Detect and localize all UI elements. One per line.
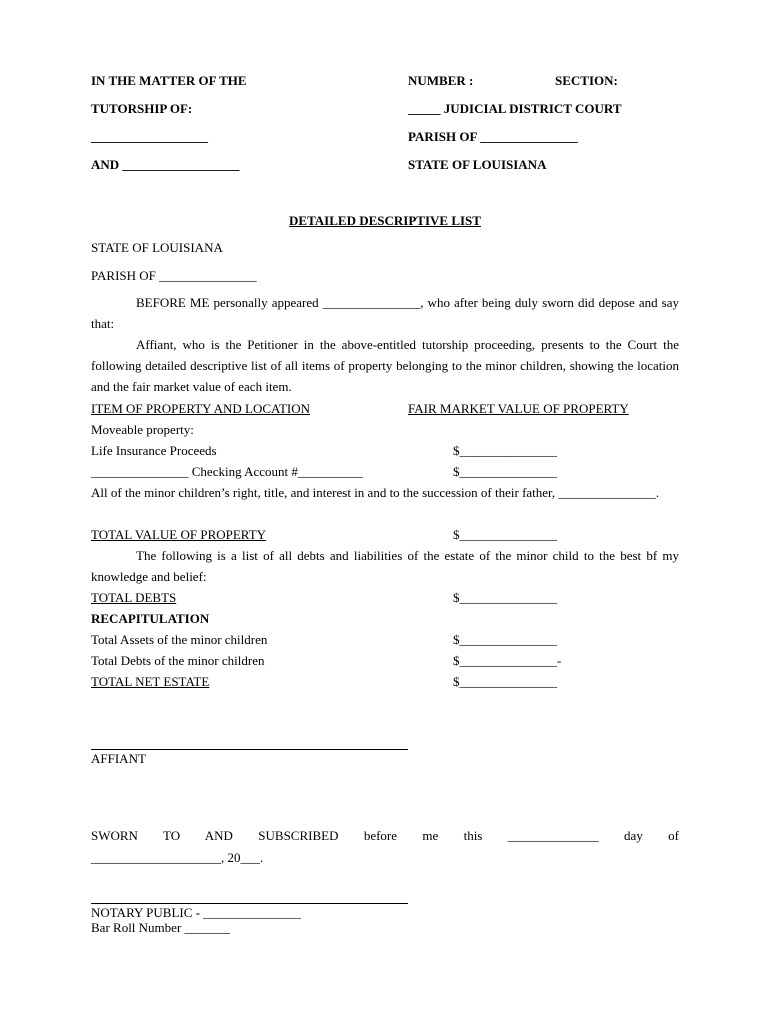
document-title: DETAILED DESCRIPTIVE LIST	[289, 213, 481, 228]
affiant-signature-line	[91, 749, 408, 750]
affiant-label: AFFIANT	[91, 751, 146, 766]
value-column-header: FAIR MARKET VALUE OF PROPERTY	[408, 401, 629, 416]
notary-public-label: NOTARY PUBLIC - _______________	[91, 905, 301, 920]
bar-roll-number: Bar Roll Number _______	[91, 920, 231, 935]
life-insurance-value: $_______________	[453, 443, 557, 458]
notary-signature-line	[91, 903, 408, 904]
total-debts-label: TOTAL DEBTS	[91, 590, 177, 605]
checking-account-value: $_______________	[453, 464, 557, 479]
net-estate-label: TOTAL NET ESTATE	[91, 674, 210, 689]
caption-matter-line: IN THE MATTER OF THE	[91, 73, 247, 88]
caption-parish: PARISH OF _______________	[408, 129, 578, 144]
life-insurance-label: Life Insurance Proceeds	[91, 443, 217, 458]
jurat-text: SWORN TO AND SUBSCRIBED before me this ______________ day of	[91, 828, 679, 843]
intro-paragraph-affiant: Affiant, who is the Petitioner in the above-entitled tutorship proceeding, presents to the Court the following detailed descriptive list of all items of property belonging to the minor children, showing the location and the fair market value of each item.	[91, 337, 679, 394]
venue-parish: PARISH OF _______________	[91, 268, 257, 283]
caption-and-line: AND __________________	[91, 157, 240, 172]
total-property-value: $_______________	[453, 527, 557, 542]
total-property-label: TOTAL VALUE OF PROPERTY	[91, 527, 267, 542]
recap-heading: RECAPITULATION	[91, 611, 210, 626]
caption-name-blank: __________________	[91, 129, 208, 144]
jurat-date-line: ____________________, 20___.	[91, 850, 264, 865]
net-estate-value: $_______________	[453, 674, 557, 689]
caption-state: STATE OF LOUISIANA	[408, 157, 547, 172]
recap-debts-label: Total Debts of the minor children	[91, 653, 265, 668]
caption-number-label: NUMBER :	[408, 73, 474, 88]
caption-tutorship-line: TUTORSHIP OF:	[91, 101, 193, 116]
item-column-header: ITEM OF PROPERTY AND LOCATION	[91, 401, 311, 416]
caption-court: _____ JUDICIAL DISTRICT COURT	[408, 101, 622, 116]
checking-account-label: _______________ Checking Account #__________	[91, 464, 363, 479]
debts-intro-text: The following is a list of all debts and liabilities of the estate of the minor child to the best bf my knowledge and belief:	[91, 548, 679, 584]
moveable-property-label: Moveable property:	[91, 422, 194, 437]
recap-assets-label: Total Assets of the minor children	[91, 632, 268, 647]
venue-state: STATE OF LOUISIANA	[91, 240, 223, 255]
total-debts-value: $_______________	[453, 590, 557, 605]
caption-section-label: SECTION:	[555, 73, 618, 88]
intro-paragraph-appearance: BEFORE ME personally appeared _______________, who after being duly sworn did depose and say that:	[91, 295, 679, 331]
recap-assets-value: $_______________	[453, 632, 557, 647]
succession-interest-text: All of the minor children’s right, title, and interest in and to the succession of their father, _______________.	[91, 485, 660, 500]
recap-debts-value: $_______________-	[453, 653, 562, 668]
